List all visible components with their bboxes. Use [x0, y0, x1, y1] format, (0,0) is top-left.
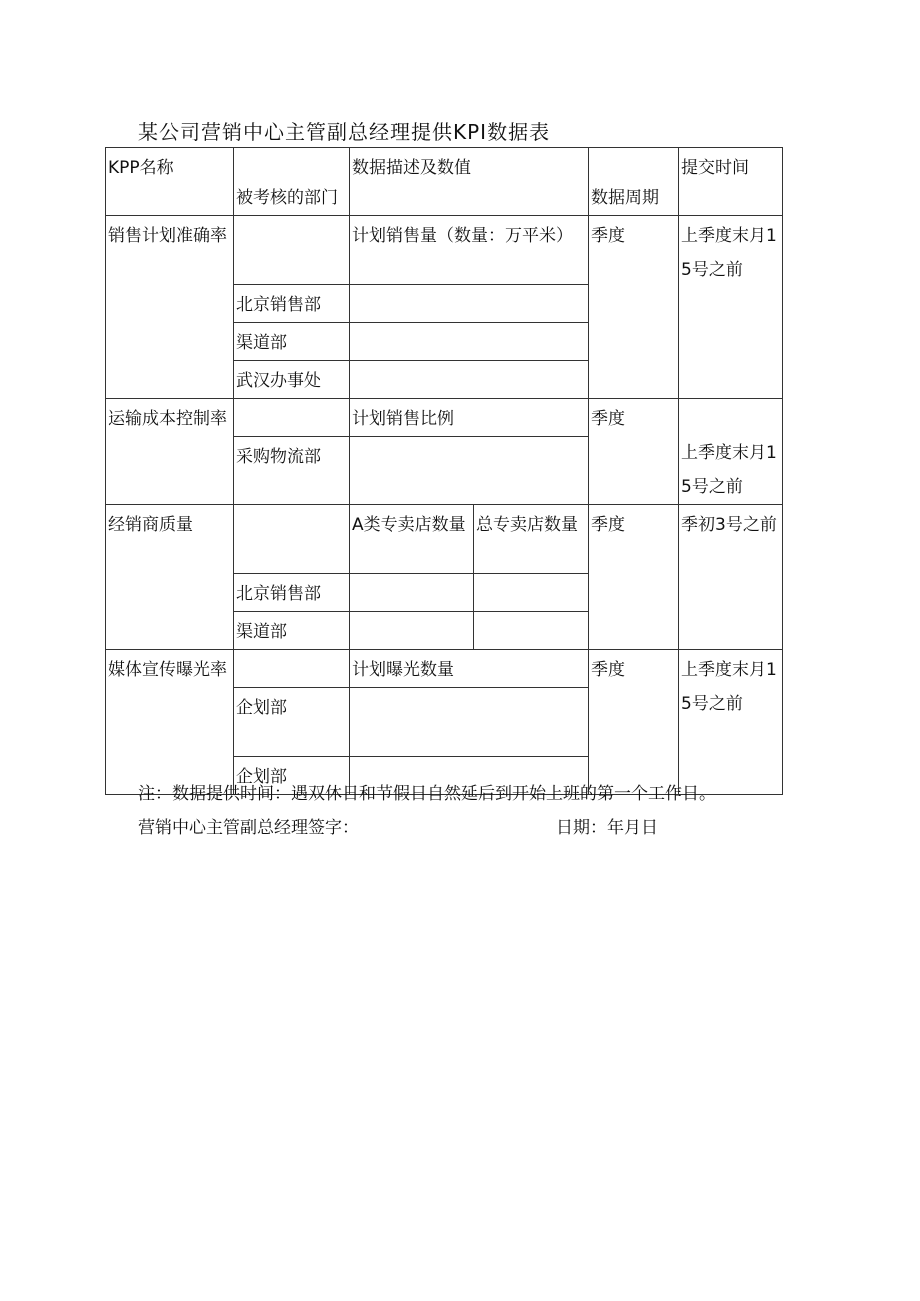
submit-time-dealer: 季初3号之前	[679, 505, 783, 650]
header-kpi-name: KPP名称	[106, 148, 234, 216]
value-cell	[350, 612, 474, 650]
value-cell	[474, 574, 589, 612]
kpi-name-sales-plan: 销售计划准确率	[106, 216, 234, 399]
table-row	[106, 216, 783, 285]
kpi-name-dealer: 经销商质量	[106, 505, 234, 650]
department-channel: 渠道部	[234, 612, 350, 650]
table-header-row	[106, 148, 783, 216]
kpi-data-table	[105, 147, 783, 795]
department-channel: 渠道部	[234, 323, 350, 361]
description-sales-plan: 计划销售量（数量：万平米）	[350, 216, 589, 285]
footnote: 注：数据提供时间：遇双休日和节假日自然延后到开始上班的第一个工作日。	[138, 784, 716, 804]
department-cell-empty	[234, 650, 350, 688]
description-a-class-stores: A类专卖店数量	[350, 505, 474, 574]
period-dealer: 季度	[589, 505, 679, 650]
department-planning: 企划部	[234, 688, 350, 757]
department-planning: 企划部	[234, 757, 350, 795]
department-beijing-sales: 北京销售部	[234, 574, 350, 612]
value-cell	[350, 688, 589, 757]
value-cell	[350, 361, 589, 399]
signature-label: 营销中心主管副总经理签字：	[138, 818, 359, 838]
value-cell	[350, 437, 589, 505]
description-media: 计划曝光数量	[350, 650, 589, 688]
submit-time-transport: 上季度末月15号之前	[679, 399, 783, 505]
date-label: 日期：年月日	[556, 818, 658, 838]
header-description: 数据描述及数值	[350, 148, 589, 216]
submit-time-sales-plan: 上季度末月15号之前	[679, 216, 783, 399]
document-title: 某公司营销中心主管副总经理提供KPI数据表	[138, 120, 551, 144]
department-beijing-sales: 北京销售部	[234, 285, 350, 323]
submit-time-media: 上季度末月15号之前	[679, 650, 783, 795]
period-transport: 季度	[589, 399, 679, 505]
kpi-name-transport: 运输成本控制率	[106, 399, 234, 505]
value-cell	[350, 574, 474, 612]
department-cell-empty	[234, 505, 350, 574]
department-cell-empty	[234, 399, 350, 437]
table-row	[106, 650, 783, 688]
header-period: 数据周期	[589, 148, 679, 216]
period-media: 季度	[589, 650, 679, 795]
value-cell	[350, 285, 589, 323]
signature-line	[138, 813, 658, 838]
table-row	[106, 399, 783, 437]
kpi-name-media: 媒体宣传曝光率	[106, 650, 234, 795]
department-cell-empty	[234, 216, 350, 285]
header-department: 被考核的部门	[234, 148, 350, 216]
value-cell	[474, 612, 589, 650]
description-total-stores: 总专卖店数量	[474, 505, 589, 574]
header-submit-time: 提交时间	[679, 148, 783, 216]
department-wuhan-office: 武汉办事处	[234, 361, 350, 399]
period-sales-plan: 季度	[589, 216, 679, 399]
description-transport: 计划销售比例	[350, 399, 589, 437]
department-purchasing-logistics: 采购物流部	[234, 437, 350, 505]
value-cell	[350, 323, 589, 361]
table-row	[106, 505, 783, 574]
